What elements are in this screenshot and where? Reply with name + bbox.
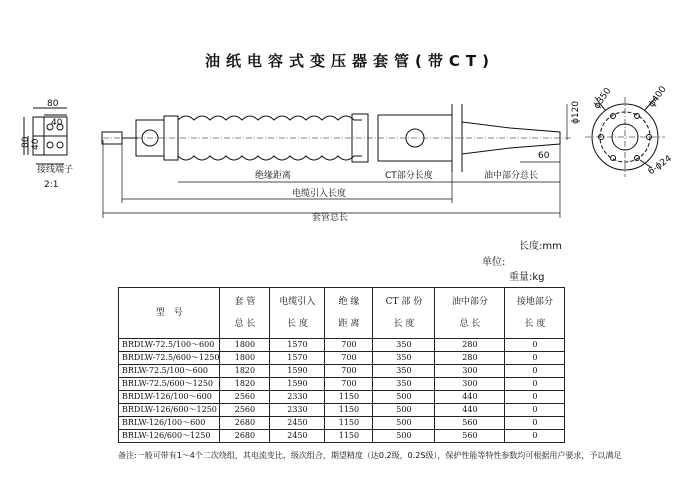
cell-insulation: 1150 bbox=[325, 404, 373, 417]
unit-label: 单位: bbox=[482, 257, 506, 268]
cell-oil-length: 300 bbox=[435, 365, 505, 378]
table-row bbox=[119, 352, 565, 365]
cell-model: BRLW-126/600～1250 bbox=[119, 430, 220, 443]
cell-insulation: 700 bbox=[325, 365, 373, 378]
label-ct-length: CT部分长度 bbox=[385, 171, 433, 181]
cell-insulation: 1150 bbox=[325, 430, 373, 443]
cell-ground-length: 0 bbox=[505, 430, 565, 443]
cell-insulation: 700 bbox=[325, 378, 373, 391]
cell-total-length: 2560 bbox=[220, 391, 270, 404]
terminal-caption: 接线端子 bbox=[37, 165, 74, 175]
cell-ground-length: 0 bbox=[505, 391, 565, 404]
label-60: 60 bbox=[538, 151, 550, 161]
bushing-side-view bbox=[102, 104, 572, 172]
header-model: 型 号 bbox=[119, 288, 220, 339]
cell-model: BRDLW-126/600～1250 bbox=[119, 404, 220, 417]
cell-total-length: 2680 bbox=[220, 417, 270, 430]
cell-oil-length: 280 bbox=[435, 352, 505, 365]
cell-cable-length: 2330 bbox=[270, 391, 325, 404]
cell-oil-length: 280 bbox=[435, 339, 505, 352]
cell-oil-length: 560 bbox=[435, 417, 505, 430]
cell-ground-length: 0 bbox=[505, 378, 565, 391]
cell-model: BRLW-126/100～600 bbox=[119, 417, 220, 430]
header-total-length: 套 管 总 长 bbox=[220, 288, 270, 339]
flange-label-d350: ϕ350 bbox=[592, 86, 614, 111]
terminal-scale: 2:1 bbox=[44, 180, 59, 190]
cell-cable-length: 2450 bbox=[270, 430, 325, 443]
cell-model: BRLW-72.5/600～1250 bbox=[119, 378, 220, 391]
cell-insulation: 700 bbox=[325, 339, 373, 352]
cell-insulation: 700 bbox=[325, 352, 373, 365]
cell-ct-length: 500 bbox=[373, 430, 435, 443]
cell-cable-length: 2450 bbox=[270, 417, 325, 430]
cell-ct-length: 350 bbox=[373, 365, 435, 378]
cell-total-length: 2560 bbox=[220, 404, 270, 417]
cell-total-length: 2680 bbox=[220, 430, 270, 443]
label-insulation-distance: 绝缘距离 bbox=[255, 171, 292, 181]
table-row bbox=[119, 378, 565, 391]
cell-cable-length: 1590 bbox=[270, 378, 325, 391]
cell-cable-length: 1570 bbox=[270, 339, 325, 352]
table-row bbox=[119, 365, 565, 378]
unit-weight: 重量:kg bbox=[509, 272, 545, 283]
cell-cable-length: 1590 bbox=[270, 365, 325, 378]
cell-total-length: 1820 bbox=[220, 378, 270, 391]
footnote: 备注:一般可带有1～4个二次绕组，其电流变比，级次组合，期望精度（达0.2级，0.2S级），保护性能等特性参数均可根据用户要求，予以满足 bbox=[118, 451, 622, 460]
cell-model: BRDLW-126/100～600 bbox=[119, 391, 220, 404]
spec-table bbox=[118, 287, 565, 443]
terminal-dim-40h: 40 bbox=[31, 138, 41, 150]
terminal-detail bbox=[24, 108, 67, 164]
cell-ct-length: 350 bbox=[373, 352, 435, 365]
cell-ct-length: 500 bbox=[373, 391, 435, 404]
label-d120: ϕ120 bbox=[571, 100, 581, 124]
cell-oil-length: 440 bbox=[435, 404, 505, 417]
unit-length: 长度:mm bbox=[519, 241, 562, 252]
flange-label-d400: ϕ400 bbox=[647, 84, 669, 110]
header-ct-length: CT 部 份 长 度 bbox=[373, 288, 435, 339]
cell-ct-length: 500 bbox=[373, 404, 435, 417]
header-insulation: 绝 缘 距 离 bbox=[325, 288, 373, 339]
cell-ct-length: 350 bbox=[373, 339, 435, 352]
label-total-length: 套管总长 bbox=[312, 213, 349, 223]
cell-insulation: 1150 bbox=[325, 417, 373, 430]
cell-cable-length: 1570 bbox=[270, 352, 325, 365]
header-oil-length: 油中部分 总 长 bbox=[435, 288, 505, 339]
table-header-row bbox=[119, 288, 565, 339]
cell-model: BRLW-72.5/100～600 bbox=[119, 365, 220, 378]
cell-ct-length: 500 bbox=[373, 417, 435, 430]
cell-ground-length: 0 bbox=[505, 417, 565, 430]
page-title: 油纸电容式变压器套管(带CT) bbox=[205, 52, 495, 70]
cell-ground-length: 0 bbox=[505, 352, 565, 365]
cell-model: BRDLW-72.5/600～1250 bbox=[119, 352, 220, 365]
flange-label-holes: 6-ϕ24 bbox=[646, 153, 674, 178]
label-oil-length: 油中部分总长 bbox=[484, 171, 539, 181]
table-row bbox=[119, 430, 565, 443]
dimension-lines bbox=[103, 104, 567, 218]
cell-total-length: 1800 bbox=[220, 352, 270, 365]
cell-oil-length: 300 bbox=[435, 378, 505, 391]
cell-insulation: 1150 bbox=[325, 391, 373, 404]
table-row bbox=[119, 417, 565, 430]
terminal-dim-80w: 80 bbox=[47, 99, 59, 109]
cell-model: BRDLW-72.5/100～600 bbox=[119, 339, 220, 352]
table-row bbox=[119, 404, 565, 417]
cell-cable-length: 2330 bbox=[270, 404, 325, 417]
cell-ground-length: 0 bbox=[505, 365, 565, 378]
cell-total-length: 1800 bbox=[220, 339, 270, 352]
cell-ct-length: 350 bbox=[373, 378, 435, 391]
cell-oil-length: 560 bbox=[435, 430, 505, 443]
cell-ground-length: 0 bbox=[505, 404, 565, 417]
terminal-dim-40w: 40 bbox=[51, 118, 63, 128]
header-cable-length: 电缆引入 长 度 bbox=[270, 288, 325, 339]
cell-total-length: 1820 bbox=[220, 365, 270, 378]
header-ground-length: 接地部分 长 度 bbox=[505, 288, 565, 339]
table-row bbox=[119, 339, 565, 352]
table-row bbox=[119, 391, 565, 404]
label-cable-length: 电缆引入长度 bbox=[292, 189, 347, 199]
cell-oil-length: 440 bbox=[435, 391, 505, 404]
cell-ground-length: 0 bbox=[505, 339, 565, 352]
terminal-dim-80h: 80 bbox=[21, 136, 31, 148]
